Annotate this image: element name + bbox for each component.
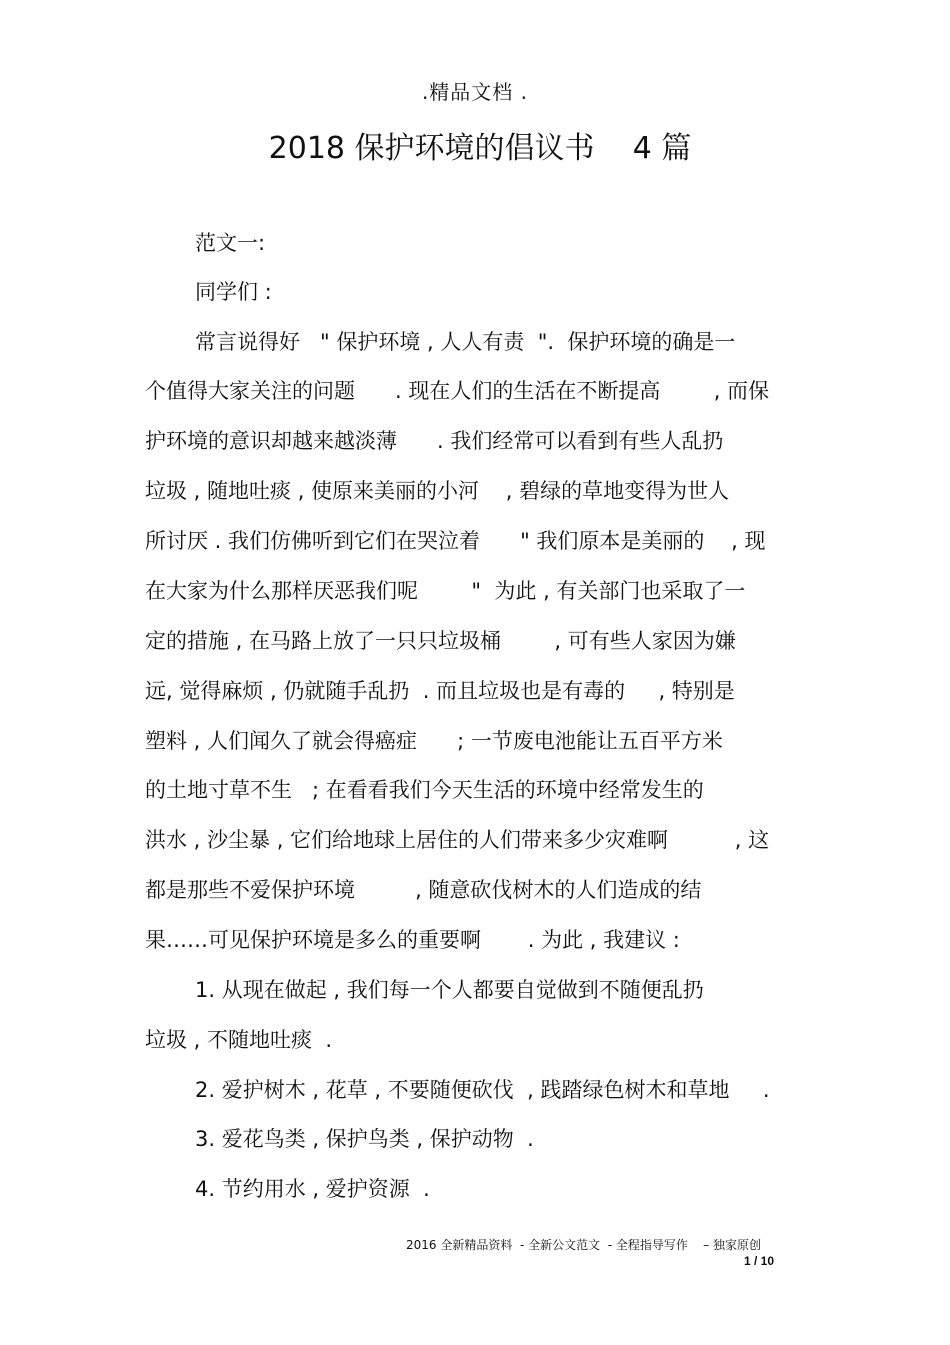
- body-line: 远, 觉得麻烦 , 仍就随手乱扔 . 而且垃圾也是有毒的 , 特别是: [145, 679, 735, 703]
- suggestion-item: 4. 节约用水 , 爱护资源 .: [195, 1177, 430, 1201]
- body-line: 在大家为什么那样厌恶我们呢 " 为此 , 有关部门也采取了一: [145, 579, 746, 603]
- suggestion-item-cont: 垃圾 , 不随地吐痰 .: [145, 1028, 333, 1052]
- suggestion-item: 3. 爱花鸟类 , 保护鸟类 , 保护动物 .: [195, 1127, 534, 1151]
- document-title: 2018 保护环境的倡议书 4 篇: [268, 131, 692, 166]
- body-line: 果……可见保护环境是多么的重要啊 . 为此 , 我建议 :: [145, 928, 680, 952]
- body-line: 定的措施 , 在马路上放了一只只垃圾桶 , 可有些人家因为嫌: [145, 629, 736, 653]
- suggestion-item: 1. 从现在做起 , 我们每一个人都要自觉做到不随便乱扔: [195, 978, 704, 1002]
- suggestion-item: 2. 爱护树木 , 花草 , 不要随便砍伐 , 践踏绿色树木和草地 .: [195, 1078, 770, 1102]
- body-line: 护环境的意识却越来越淡薄 . 我们经常可以看到有些人乱扔: [145, 429, 724, 453]
- body-line: 个值得大家关注的问题 . 现在人们的生活在不断提高 , 而保: [145, 379, 770, 403]
- page-number: 1 / 10: [744, 1254, 775, 1268]
- body-line: 所讨厌 . 我们仿佛听到它们在哭泣着 " 我们原本是美丽的 , 现: [145, 529, 766, 553]
- header-tag: .精品文档 .: [421, 80, 529, 104]
- body-line: 的土地寸草不生 ; 在看看我们今天生活的环境中经常发生的: [145, 778, 704, 802]
- body-line: 塑料 , 人们闻久了就会得癌症 ; 一节废电池能让五百平方米: [145, 729, 723, 753]
- footer-text: 2016 全新精品资料 - 全新公文范文 - 全程指导写作 – 独家原创: [406, 1238, 761, 1252]
- body-line: 常言说得好 " 保护环境 , 人人有责 ". 保护环境的确是一: [195, 330, 736, 354]
- body-line: 洪水 , 沙尘暴 , 它们给地球上居住的人们带来多少灾难啊 , 这: [145, 828, 770, 852]
- body-line: 垃圾 , 随地吐痰 , 使原来美丽的小河 , 碧绿的草地变得为世人: [145, 479, 730, 503]
- body-line: 都是那些不爱保护环境 , 随意砍伐树木的人们造成的结: [145, 878, 702, 902]
- section-label: 范文一:: [195, 231, 266, 255]
- salutation: 同学们 :: [195, 280, 272, 304]
